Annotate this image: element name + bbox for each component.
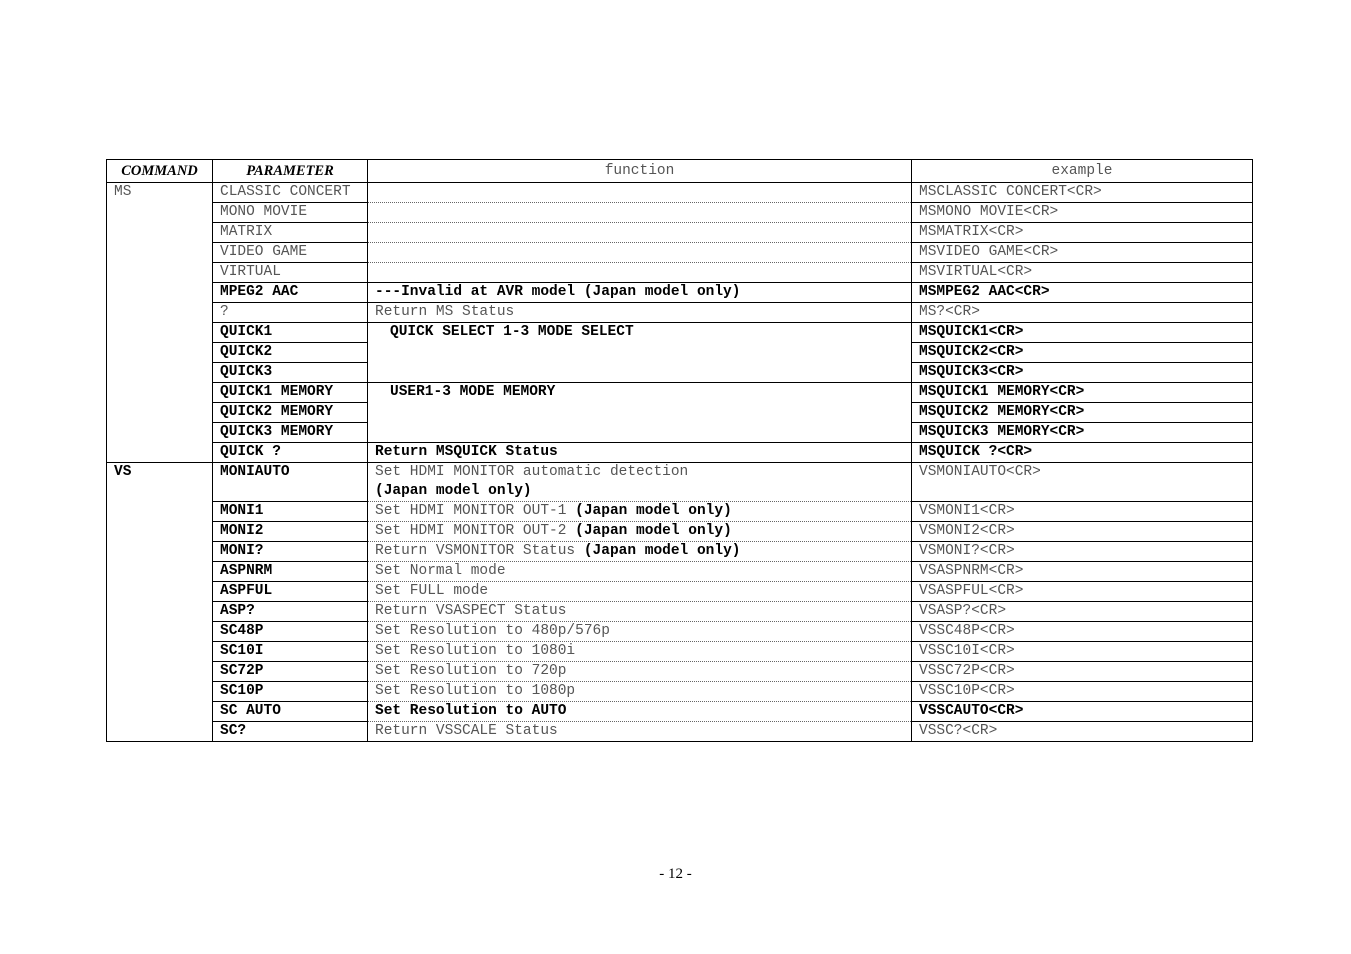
function-cell: QUICK SELECT 1-3 MODE SELECT xyxy=(368,323,912,383)
param-cell: SC10I xyxy=(213,642,368,662)
command-vs: VS xyxy=(107,463,213,742)
header-command: COMMAND xyxy=(107,160,213,183)
param-cell: MATRIX xyxy=(213,223,368,243)
param-cell: QUICK ? xyxy=(213,443,368,463)
param-cell: MONI? xyxy=(213,542,368,562)
table-row xyxy=(107,443,1253,463)
param-cell: QUICK1 xyxy=(213,323,368,343)
example-cell: MSQUICK2<CR> xyxy=(912,343,1253,363)
japan-note: (Japan model only) xyxy=(575,503,732,519)
function-cell: Set Resolution to AUTO xyxy=(368,702,912,722)
function-cell xyxy=(368,542,912,562)
function-cell xyxy=(368,243,912,263)
command-table xyxy=(106,159,1253,742)
table-row xyxy=(107,602,1253,622)
japan-note: (Japan model only) xyxy=(583,543,741,559)
example-cell: MSQUICK3<CR> xyxy=(912,363,1253,383)
param-cell: QUICK1 MEMORY xyxy=(213,383,368,403)
table-row xyxy=(107,622,1253,642)
example-cell: MSQUICK ?<CR> xyxy=(912,443,1253,463)
header-function: function xyxy=(368,160,912,183)
table-row xyxy=(107,502,1253,522)
param-cell: SC48P xyxy=(213,622,368,642)
function-text: Set HDMI MONITOR OUT-2 xyxy=(375,523,567,539)
param-cell: MONI2 xyxy=(213,522,368,542)
header-parameter: PARAMETER xyxy=(213,160,368,183)
table-row xyxy=(107,463,1253,502)
function-text: Set HDMI MONITOR automatic detection xyxy=(375,464,689,480)
example-cell: VSMONI1<CR> xyxy=(912,502,1253,522)
table-row xyxy=(107,223,1253,243)
param-cell: ASP? xyxy=(213,602,368,622)
table-row xyxy=(107,642,1253,662)
example-cell: MSQUICK1<CR> xyxy=(912,323,1253,343)
function-cell: Set Resolution to 1080p xyxy=(368,682,912,702)
param-cell: QUICK2 MEMORY xyxy=(213,403,368,423)
table-row xyxy=(107,183,1253,203)
example-cell: MSMONO MOVIE<CR> xyxy=(912,203,1253,223)
function-cell: Set FULL mode xyxy=(368,582,912,602)
example-cell: VSSCAUTO<CR> xyxy=(912,702,1253,722)
function-cell xyxy=(368,203,912,223)
param-cell: QUICK3 MEMORY xyxy=(213,423,368,443)
param-cell: MPEG2 AAC xyxy=(213,283,368,303)
example-cell: VSASPNRM<CR> xyxy=(912,562,1253,582)
function-cell: Return MSQUICK Status xyxy=(368,443,912,463)
param-cell: ? xyxy=(213,303,368,323)
function-cell xyxy=(368,223,912,243)
function-cell xyxy=(368,263,912,283)
example-cell: VSSC?<CR> xyxy=(912,722,1253,742)
table-row xyxy=(107,263,1253,283)
example-cell: MSQUICK3 MEMORY<CR> xyxy=(912,423,1253,443)
table-row xyxy=(107,383,1253,403)
param-cell: CLASSIC CONCERT xyxy=(213,183,368,203)
command-ms: MS xyxy=(107,183,213,463)
table-row xyxy=(107,562,1253,582)
example-cell: MS?<CR> xyxy=(912,303,1253,323)
table-row xyxy=(107,682,1253,702)
example-cell: MSMATRIX<CR> xyxy=(912,223,1253,243)
example-cell: VSSC10I<CR> xyxy=(912,642,1253,662)
function-cell: Set Resolution to 1080i xyxy=(368,642,912,662)
param-cell: SC72P xyxy=(213,662,368,682)
table-row xyxy=(107,323,1253,343)
table-row xyxy=(107,303,1253,323)
example-cell: VSMONI2<CR> xyxy=(912,522,1253,542)
table-row xyxy=(107,522,1253,542)
function-cell: Set Resolution to 480p/576p xyxy=(368,622,912,642)
function-cell: Return MS Status xyxy=(368,303,912,323)
param-cell: SC AUTO xyxy=(213,702,368,722)
param-cell: QUICK3 xyxy=(213,363,368,383)
param-cell: MONI1 xyxy=(213,502,368,522)
function-text: Return VSMONITOR Status xyxy=(375,543,576,559)
example-cell: VSASPFUL<CR> xyxy=(912,582,1253,602)
example-cell: MSVIDEO GAME<CR> xyxy=(912,243,1253,263)
param-cell: ASPFUL xyxy=(213,582,368,602)
param-cell: VIRTUAL xyxy=(213,263,368,283)
example-cell: VSMONIAUTO<CR> xyxy=(912,463,1253,502)
example-cell: MSQUICK2 MEMORY<CR> xyxy=(912,403,1253,423)
table-row xyxy=(107,722,1253,742)
table-row xyxy=(107,702,1253,722)
example-cell: VSMONI?<CR> xyxy=(912,542,1253,562)
function-cell xyxy=(368,463,912,502)
example-cell: VSSC48P<CR> xyxy=(912,622,1253,642)
param-cell: QUICK2 xyxy=(213,343,368,363)
header-example: example xyxy=(912,160,1253,183)
header-row xyxy=(107,160,1253,183)
param-cell: ASPNRM xyxy=(213,562,368,582)
function-cell: Set Normal mode xyxy=(368,562,912,582)
param-cell: MONO MOVIE xyxy=(213,203,368,223)
function-cell xyxy=(368,502,912,522)
table-row xyxy=(107,662,1253,682)
table-row xyxy=(107,203,1253,223)
param-cell: VIDEO GAME xyxy=(213,243,368,263)
japan-note: (Japan model only) xyxy=(375,483,532,499)
param-cell: MONIAUTO xyxy=(213,463,368,502)
table-row xyxy=(107,542,1253,562)
param-cell: SC? xyxy=(213,722,368,742)
japan-note: (Japan model only) xyxy=(575,523,732,539)
function-cell: Set Resolution to 720p xyxy=(368,662,912,682)
example-cell: VSSC72P<CR> xyxy=(912,662,1253,682)
function-cell: Return VSSCALE Status xyxy=(368,722,912,742)
function-cell: ---Invalid at AVR model (Japan model only) xyxy=(368,283,912,303)
page-number: - 12 - xyxy=(659,866,692,882)
example-cell: MSCLASSIC CONCERT<CR> xyxy=(912,183,1253,203)
example-cell: MSQUICK1 MEMORY<CR> xyxy=(912,383,1253,403)
function-cell xyxy=(368,522,912,542)
example-cell: MSMPEG2 AAC<CR> xyxy=(912,283,1253,303)
table-row xyxy=(107,582,1253,602)
function-cell: Return VSASPECT Status xyxy=(368,602,912,622)
example-cell: MSVIRTUAL<CR> xyxy=(912,263,1253,283)
table-row xyxy=(107,243,1253,263)
param-cell: SC10P xyxy=(213,682,368,702)
function-cell: USER1-3 MODE MEMORY xyxy=(368,383,912,443)
example-cell: VSSC10P<CR> xyxy=(912,682,1253,702)
table-row xyxy=(107,283,1253,303)
function-cell xyxy=(368,183,912,203)
example-cell: VSASP?<CR> xyxy=(912,602,1253,622)
function-text: Set HDMI MONITOR OUT-1 xyxy=(375,503,567,519)
